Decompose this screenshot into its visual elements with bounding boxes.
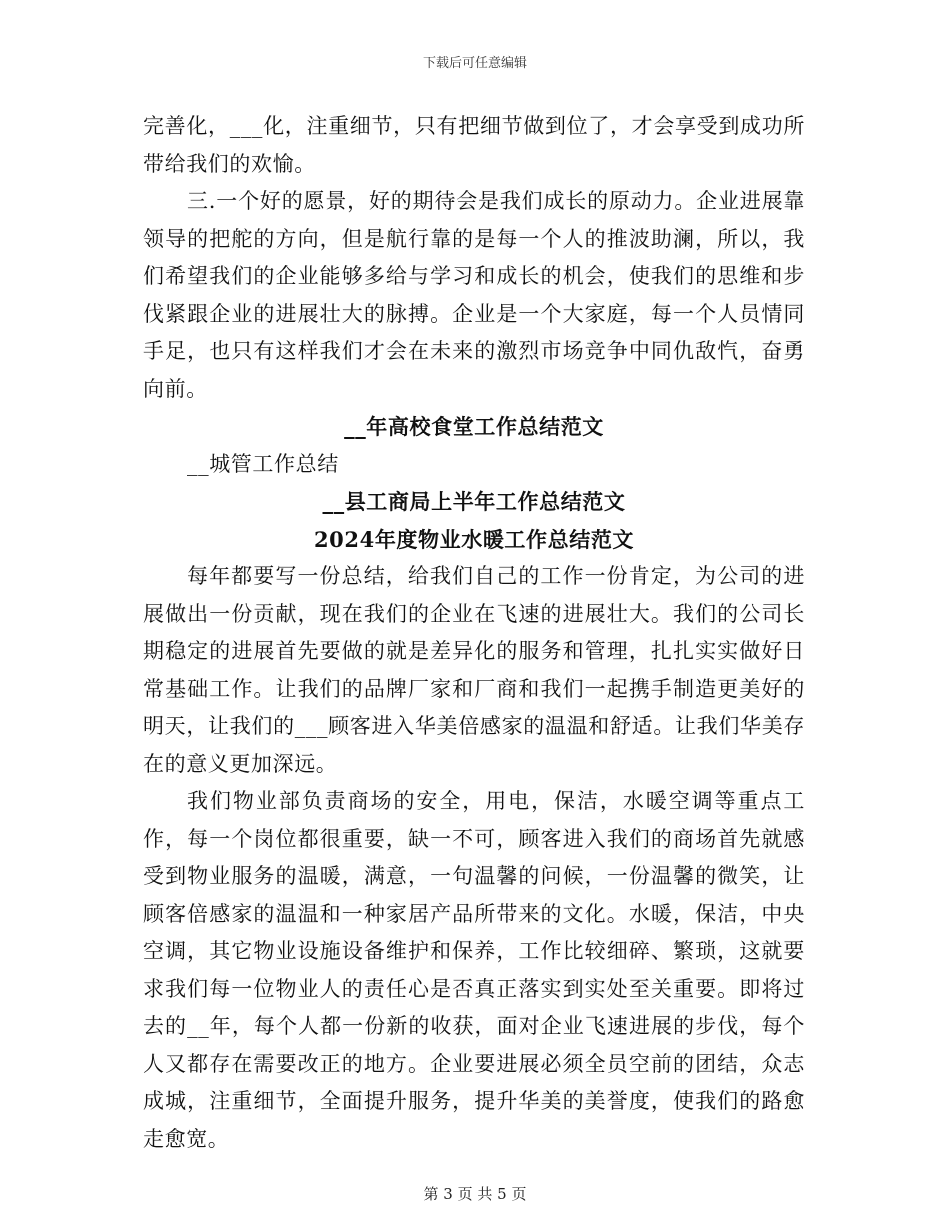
document-body — [143, 108, 805, 1158]
paragraph-annual-summary: 每年都要写一份总结，给我们自己的工作一份肯定，为公司的进展做出一份贡献，现在我们的企业在飞速的进展壮大。我们的公司长期稳定的进展首先要做的就是差异化的服务和管理，扎扎实实做好日常基础工作。让我们的品牌厂家和厂商和我们一起携手制造更美好的明天，让我们的___顾客进入华美倍感家的温温和舒适。让我们华美存在的意义更加深远。 — [143, 564, 805, 776]
page-header: 下载后可任意编辑 — [422, 56, 527, 71]
title-industry-commerce-summary: __县工商局上半年工作总结范文 — [322, 489, 626, 514]
page-footer: 第 3 页 共 5 页 — [423, 1185, 527, 1203]
title-canteen-summary: __年高校食堂工作总结范文 — [344, 414, 604, 439]
title-property-plumbing-summary: 2024年度物业水暖工作总结范文 — [313, 526, 635, 552]
paragraph-continued: 完善化，___化，注重细节，只有把细节做到位了，才会享受到成功所带给我们的欢愉。 — [143, 114, 805, 176]
line-urban-management: __城管工作总结 — [187, 451, 339, 476]
paragraph-property-department: 我们物业部负责商场的安全，用电，保洁，水暖空调等重点工作，每一个岗位都很重要，缺一不可，顾客进入我们的商场首先就感受到物业服务的温暖，满意，一句温馨的问候，一份温馨的微笑，让顾客倍感家的温温和一种家居产品所带来的文化。水暖，保洁，中央空调，其它物业设施设备维护和保养，工作比较细碎、繁琐，这就要求我们每一位物业人的责任心是否真正落实到实处至关重要。即将过去的__年，每个人都一份新的收获，面对企业飞速进展的步伐，每个人又都存在需要改正的地方。企业要进展必须全员空前的团结，众志成城，注重细节，全面提升服务，提升华美的美誉度，使我们的路愈走愈宽。 — [143, 789, 805, 1151]
paragraph-vision: 三.一个好的愿景，好的期待会是我们成长的原动力。企业进展靠领导的把舵的方向，但是航行靠的是每一个人的推波助澜，所以，我们希望我们的企业能够多给与学习和成长的机会，使我们的思维和步伐紧跟企业的进展壮大的脉搏。企业是一个大家庭，每一个人员情同手足，也只有这样我们才会在未来的激烈市场竞争中同仇敌忾，奋勇向前。 — [143, 189, 805, 401]
